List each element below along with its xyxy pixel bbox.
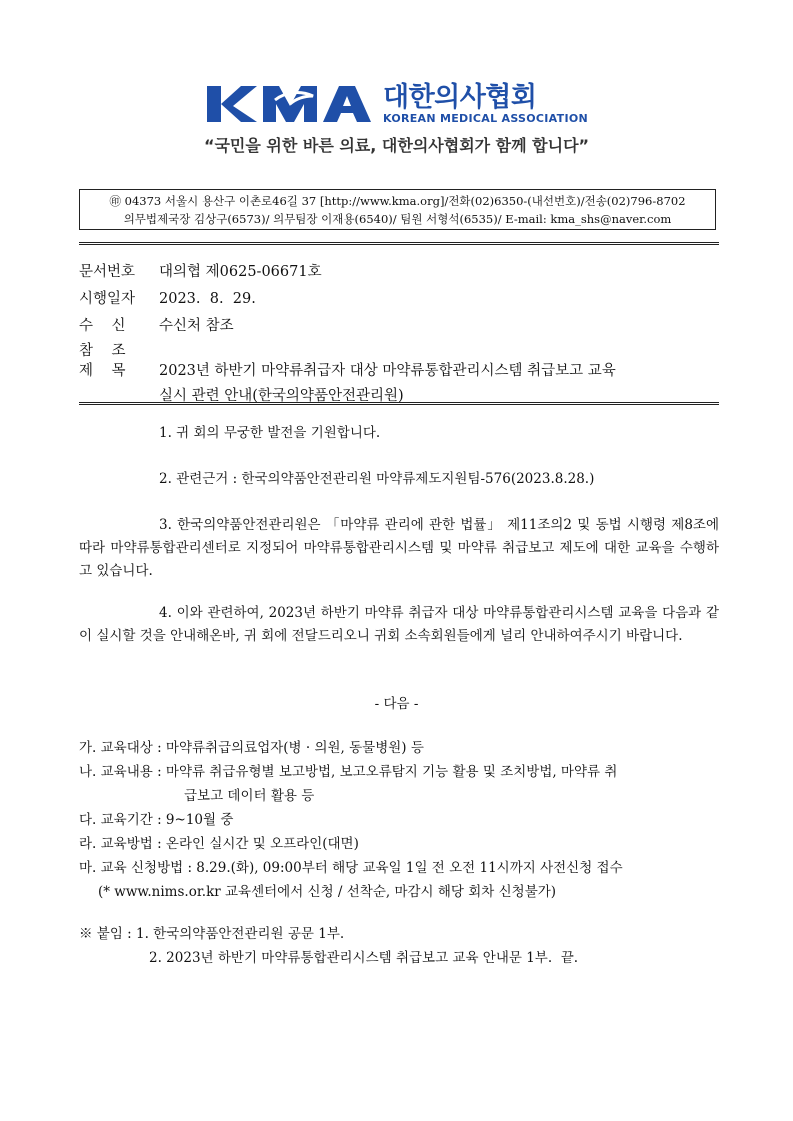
recipient-value: 수신처 참조 — [159, 318, 234, 334]
subject-line-1: 2023년 하반기 마약류취급자 대상 마약류통합관리시스템 취급보고 교육 — [159, 363, 616, 379]
date-row — [79, 287, 256, 308]
letterhead — [0, 82, 793, 126]
org-name-kr: 대한의사협회 — [382, 82, 537, 113]
contact-box — [79, 189, 716, 230]
paragraph-2: 2. 관련근거 : 한국의약품안전관리원 마약류제도지원팀-576(2023.8.28.) — [159, 471, 595, 487]
reference-label: 참 조 — [79, 343, 126, 359]
detail-target: 가. 교육대상 : 마약류취급의료업자(병 · 의원, 동물병원) 등 — [79, 740, 424, 756]
reference-row — [79, 339, 159, 360]
doc-number-row — [79, 260, 322, 281]
divider-top — [79, 242, 719, 249]
logo — [0, 82, 793, 126]
details-list — [79, 736, 719, 904]
paragraph-1: 1. 귀 회의 무궁한 발전을 기원합니다. — [159, 425, 381, 441]
detail-content-cont: 급보고 데이터 활용 등 — [184, 788, 315, 804]
detail-application: 마. 교육 신청방법 : 8.29.(화), 09:00부터 해당 교육일 1일 전 오전 11시까지 사전신청 접수 — [79, 860, 623, 876]
next-heading: - 다음 - — [374, 696, 419, 712]
recipient-label: 수 신 — [79, 318, 126, 334]
attachments — [79, 922, 719, 970]
detail-period: 다. 교육기간 : 9~10월 중 — [79, 812, 234, 828]
recipient-row — [79, 314, 234, 335]
contact-line-2: 의무법제국장 김상구(6573)/ 의무팀장 이재용(6540)/ 팀원 서형석(6535)/ E-mail: kma_shs@naver.com — [123, 212, 672, 226]
doc-number: 대의협 제0625-06671호 — [159, 264, 322, 280]
contact-line-1: ㊞ 04373 서울시 용산구 이촌로46길 37 [http://www.kma.org]/전화(02)6350-(내선번호)/전송(02)796-8702 — [109, 194, 686, 208]
divider-subject — [79, 402, 719, 409]
detail-application-note: (* www.nims.or.kr 교육센터에서 신청 / 선착순, 마감시 해당 회차 신청불가) — [98, 884, 557, 900]
detail-content: 나. 교육내용 : 마약류 취급유형별 보고방법, 보고오류탐지 기능 활용 및 조치방법, 마약류 취 — [79, 764, 618, 780]
kma-logo-icon — [205, 82, 375, 126]
slogan: “국민을 위한 바른 의료, 대한의사협회가 함께 합니다” — [203, 136, 590, 155]
subject-line-2: 실시 관련 안내(한국의약품안전관리원) — [159, 388, 404, 404]
subject-label: 제 목 — [79, 363, 126, 379]
attachment-2: 2. 2023년 하반기 마약류통합관리시스템 취급보고 교육 안내문 1부. 끝. — [149, 950, 579, 966]
subject-row — [79, 359, 616, 380]
date-value: 2023. 8. 29. — [159, 291, 256, 307]
org-name-en: KOREAN MEDICAL ASSOCIATION — [382, 112, 588, 125]
paragraph-3: 3. 한국의약품안전관리원은 「마약류 관리에 관한 법률」 제11조의2 및 동법 시행령 제8조에 따라 마약류통합관리센터로 지정되어 마약류통합관리시스템 및 마약류 취급보고 제도에 대한 교육을 수행하고 있습니다. — [79, 517, 719, 579]
detail-method: 라. 교육방법 : 온라인 실시간 및 오프라인(대면) — [79, 836, 359, 852]
paragraph-4: 4. 이와 관련하여, 2023년 하반기 마약류 취급자 대상 마약류통합관리시스템 교육을 다음과 같이 실시할 것을 안내해온바, 귀 회에 전달드리오니 귀회 소속회원들에게 널리 안내하여주시기 바랍니다. — [79, 605, 719, 644]
date-label: 시행일자 — [79, 291, 136, 307]
doc-number-label: 문서번호 — [79, 264, 136, 280]
attachment-1: ※ 붙임 : 1. 한국의약품안전관리원 공문 1부. — [79, 926, 345, 942]
